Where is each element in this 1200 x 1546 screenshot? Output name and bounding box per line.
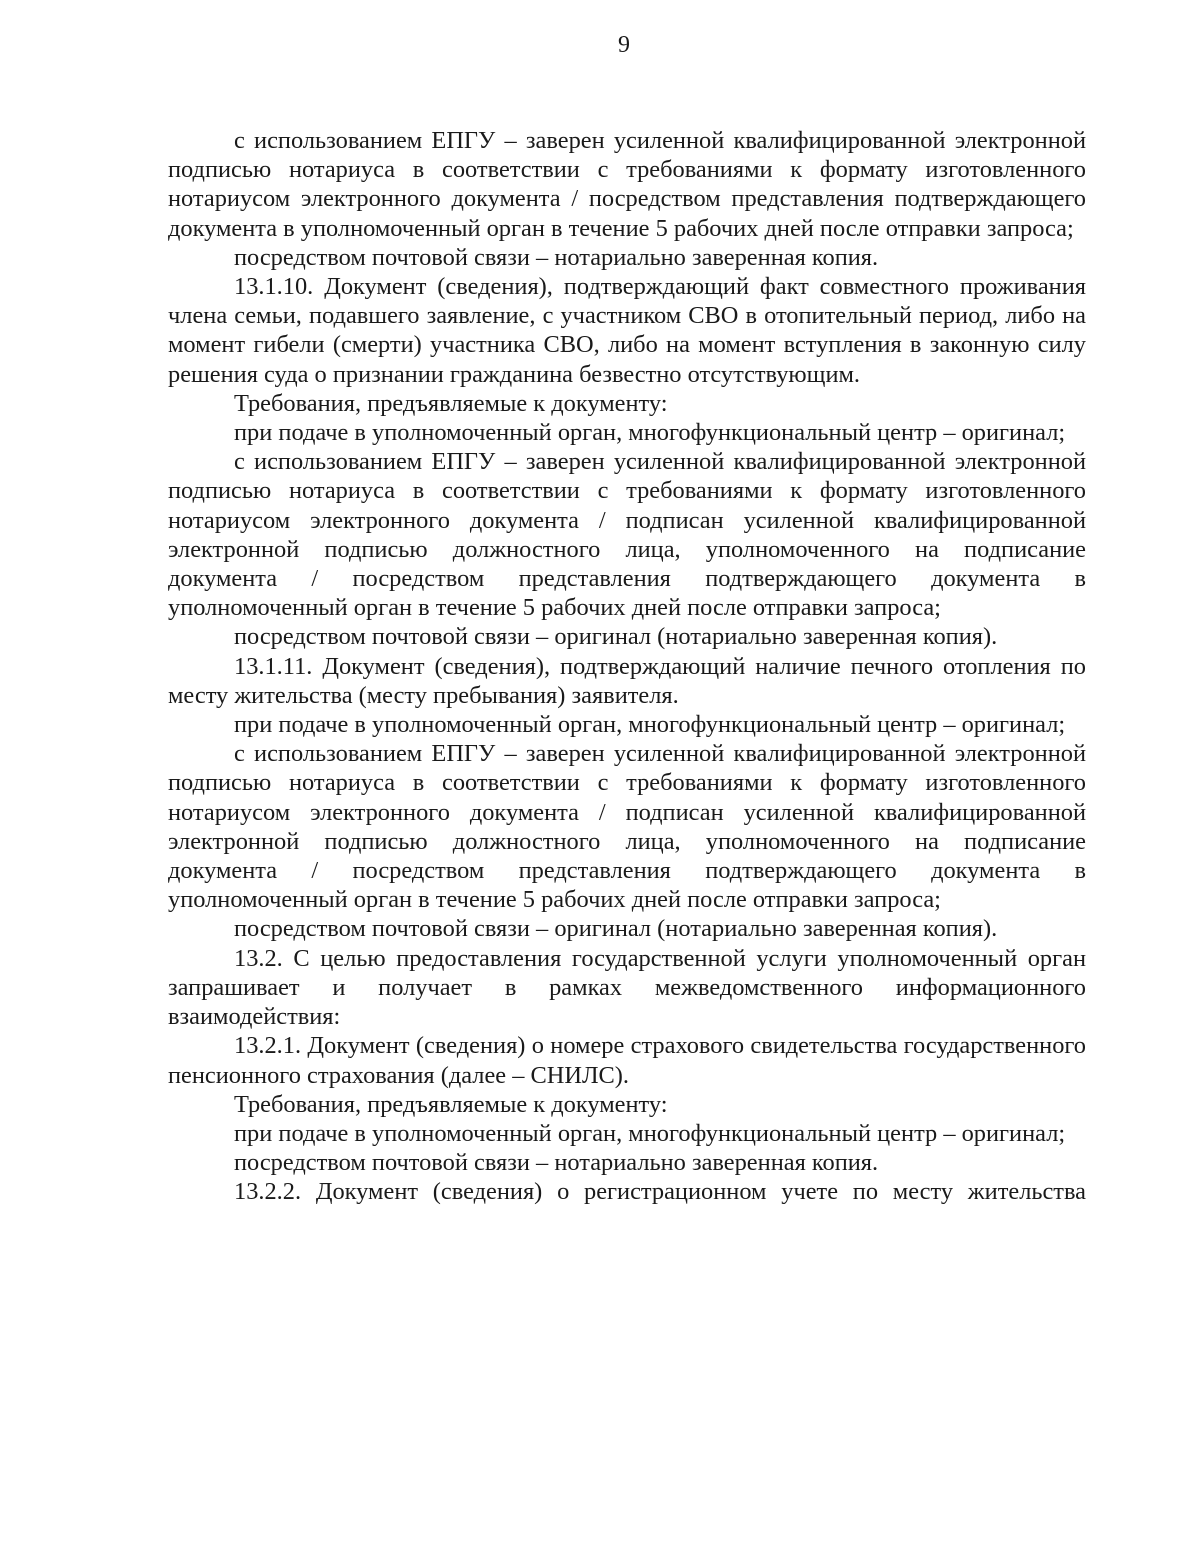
- paragraph-mfc-original-2: при подаче в уполномоченный орган, многофункциональный центр – оригинал;: [234, 711, 1066, 739]
- paragraph-requirements-heading-2: Требования, предъявляемые к документу:: [234, 1090, 668, 1118]
- paragraph-item-13-2-1: 13.2.1. Документ (сведения) о номере страхового свидетельства государственного пенсионного страхования (далее – СНИЛС).: [168, 1032, 1086, 1089]
- paragraph-mfc-original-1: при подаче в уполномоченный орган, многофункциональный центр – оригинал;: [234, 419, 1066, 447]
- paragraph-postal-original-2: посредством почтовой связи – оригинал (нотариально заверенная копия).: [234, 915, 998, 943]
- paragraph-requirements-heading-1: Требования, предъявляемые к документу:: [234, 389, 668, 417]
- paragraph-item-13-1-10: 13.1.10. Документ (сведения), подтверждающий факт совместного проживания члена семьи, подавшего заявление, с участником СВО в отопительный период, либо на момент гибели (смерти) участника СВО, либо на момент вступления в законную силу решения суда о признании гражданина безвестно отсутствующим.: [168, 273, 1086, 388]
- paragraph-item-13-2: 13.2. С целью предоставления государственной услуги уполномоченный орган запрашивает и получает в рамках межведомственного информационного взаимодействия:: [168, 944, 1086, 1031]
- paragraph-postal-original-1: посредством почтовой связи – оригинал (нотариально заверенная копия).: [234, 623, 998, 651]
- paragraph-postal-copy-1: посредством почтовой связи – нотариально заверенная копия.: [234, 243, 879, 271]
- paragraph-epgu-requirement-3: с использованием ЕПГУ – заверен усиленной квалифицированной электронной подписью нотариуса в соответствии с требованиями к формату изготовленного нотариусом электронного документа / подписан усиленной квалифицированной электронной подписью должностного лица, уполномоченного на подписание документа / посредством представления подтверждающего документа в уполномоченный орган в течение 5 рабочих дней после отправки запроса;: [168, 740, 1086, 914]
- document-body: [168, 126, 1086, 1207]
- paragraph-epgu-requirement-2: с использованием ЕПГУ – заверен усиленной квалифицированной электронной подписью нотариуса в соответствии с требованиями к формату изготовленного нотариусом электронного документа / подписан усиленной квалифицированной электронной подписью должностного лица, уполномоченного на подписание документа / посредством представления подтверждающего документа в уполномоченный орган в течение 5 рабочих дней после отправки запроса;: [168, 448, 1086, 622]
- paragraph-mfc-original-3: при подаче в уполномоченный орган, многофункциональный центр – оригинал;: [234, 1119, 1066, 1147]
- paragraph-item-13-1-11: 13.1.11. Документ (сведения), подтверждающий наличие печного отопления по месту жительства (месту пребывания) заявителя.: [168, 652, 1086, 709]
- page-number: 9: [618, 32, 630, 58]
- paragraph-epgu-requirement-1: с использованием ЕПГУ – заверен усиленной квалифицированной электронной подписью нотариуса в соответствии с требованиями к формату изготовленного нотариусом электронного документа / посредством представления подтверждающего документа в уполномоченный орган в течение 5 рабочих дней после отправки запроса;: [168, 127, 1086, 242]
- paragraph-item-13-2-2: 13.2.2. Документ (сведения) о регистрационном учете по месту жительства: [234, 1178, 1086, 1206]
- paragraph-postal-copy-2: посредством почтовой связи – нотариально заверенная копия.: [234, 1149, 879, 1177]
